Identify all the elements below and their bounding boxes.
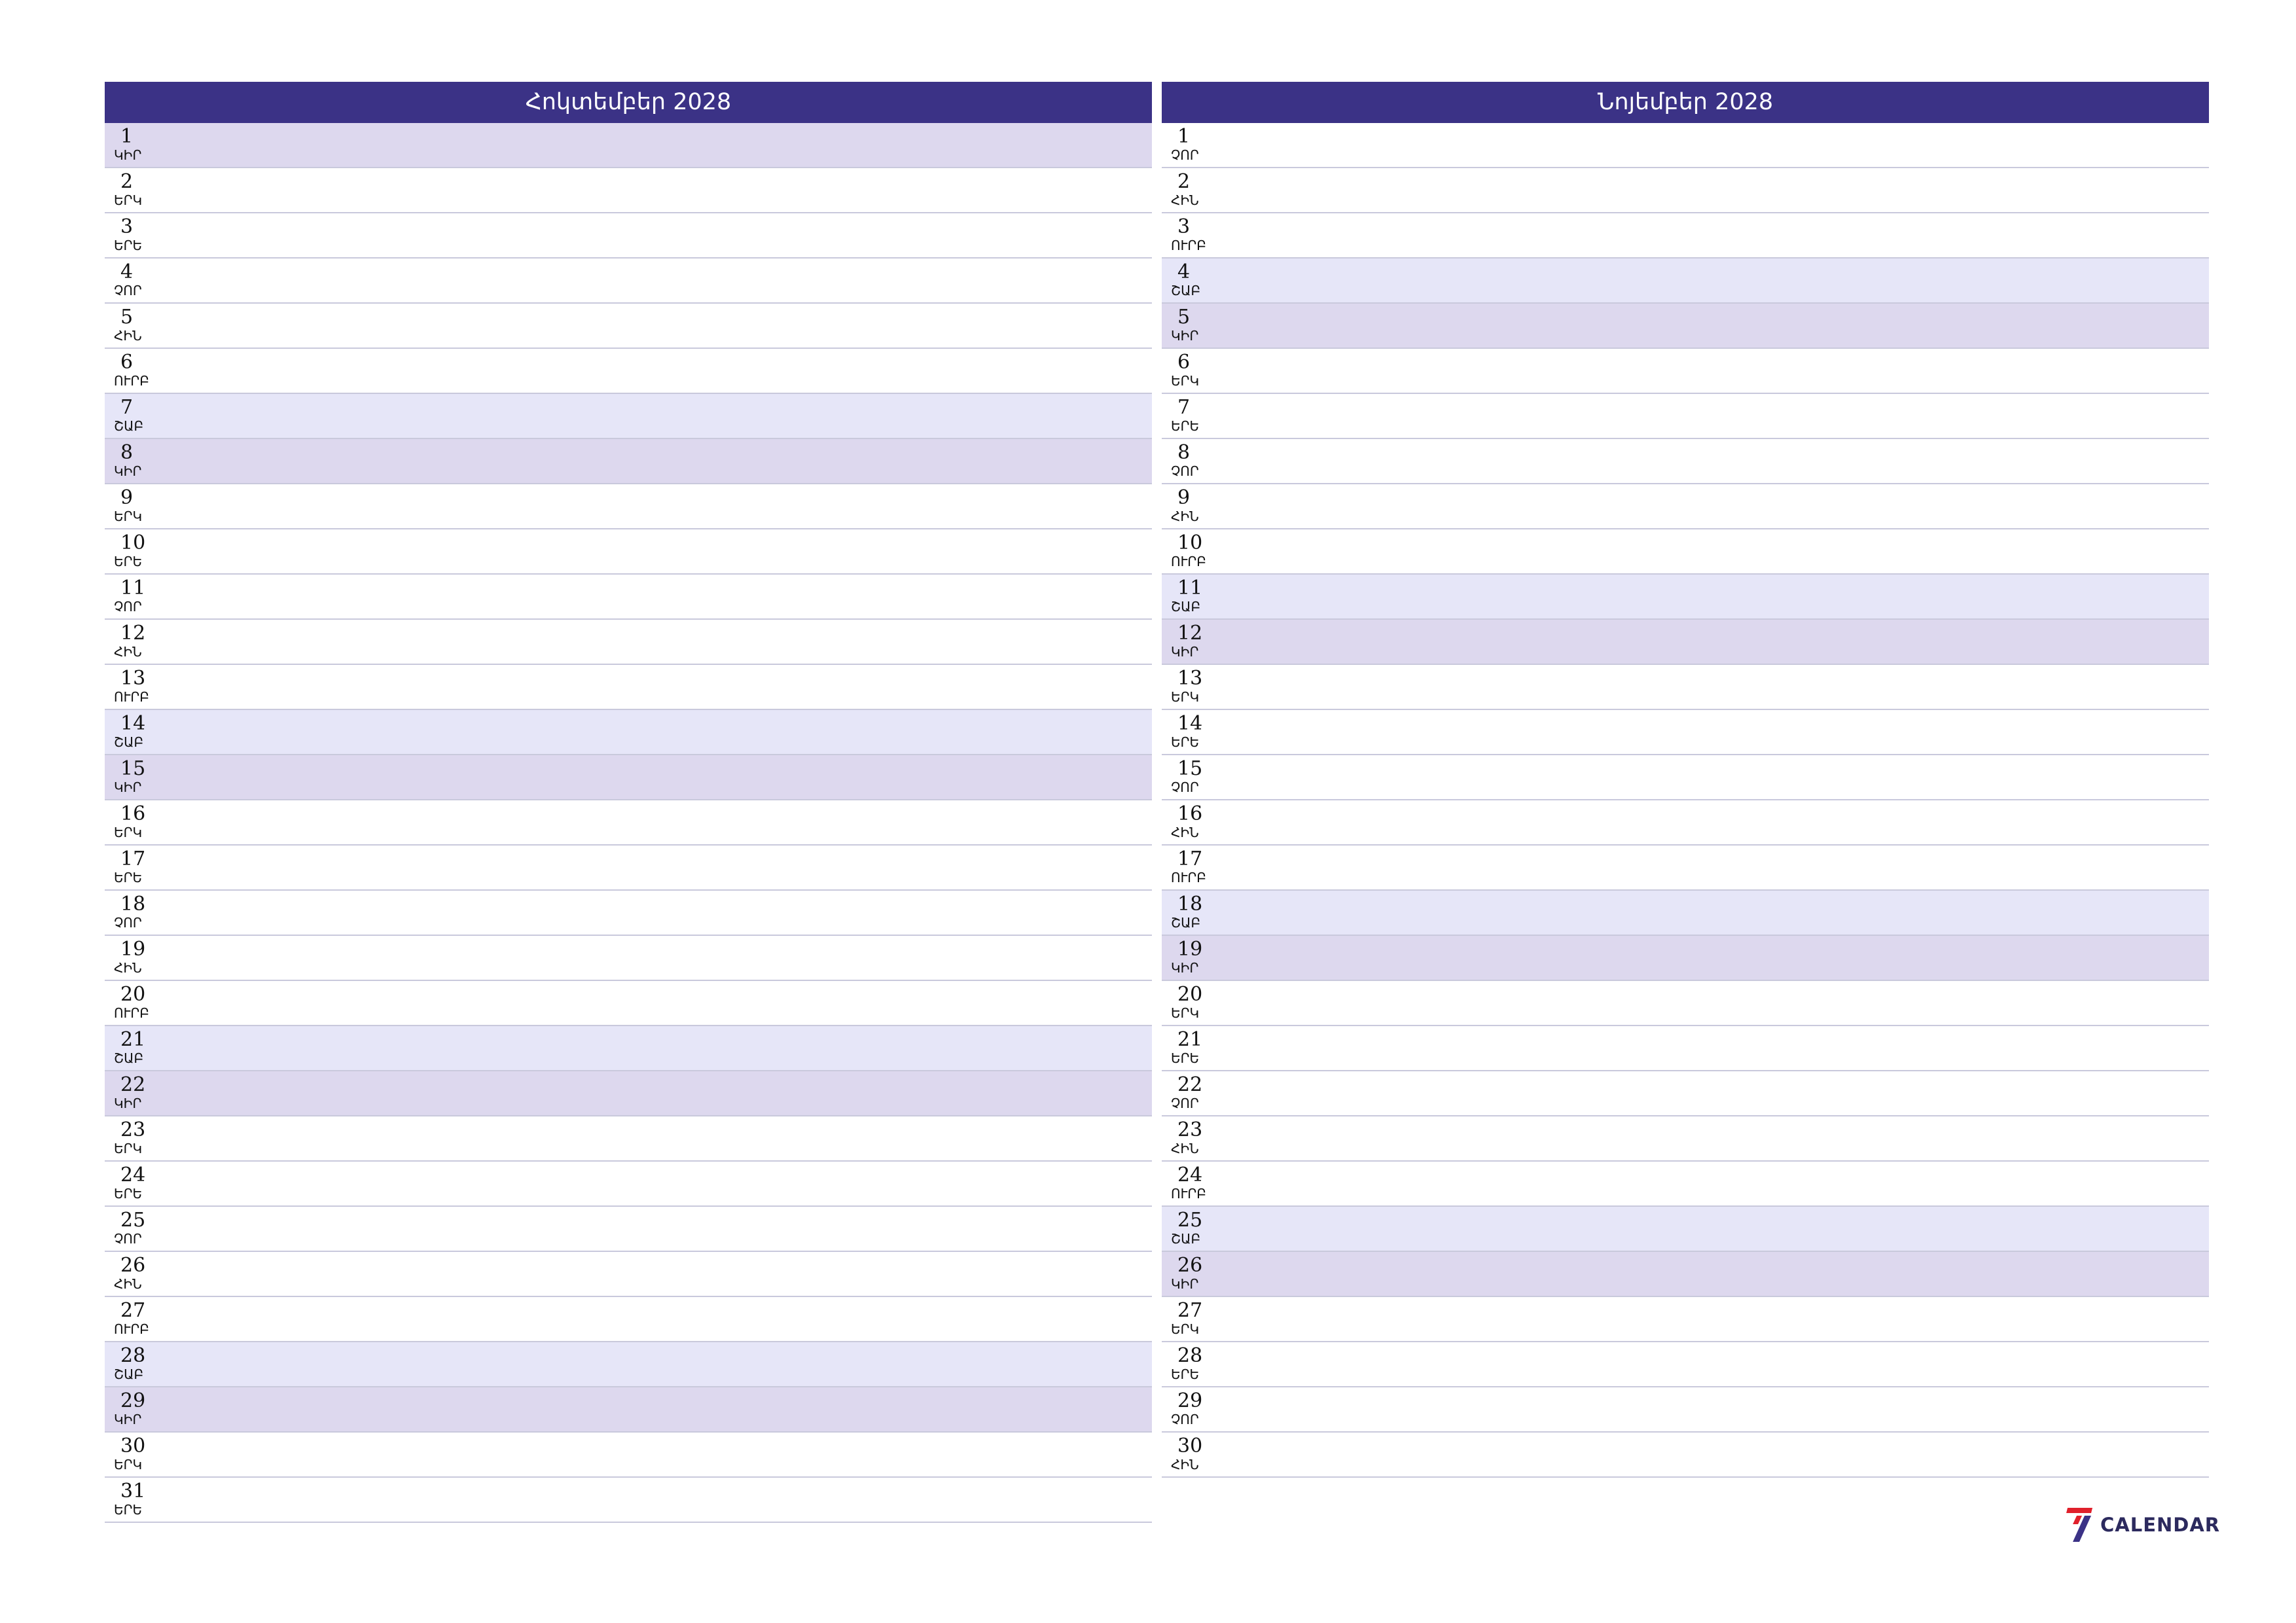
day-weekday: ՉՈՐ	[1171, 1412, 1199, 1427]
day-row	[1162, 846, 2209, 891]
day-number: 22	[120, 1073, 146, 1096]
day-number: 14	[1177, 712, 1203, 735]
day-weekday: ՉՈՐ	[1171, 463, 1199, 479]
day-number: 31	[120, 1480, 146, 1503]
day-number: 1	[1177, 125, 1191, 148]
day-number: 13	[1177, 667, 1203, 690]
day-number: 4	[120, 260, 134, 283]
day-row	[1162, 1071, 2209, 1116]
day-number: 11	[120, 577, 146, 599]
day-row	[1162, 710, 2209, 755]
day-row	[105, 1478, 1152, 1523]
day-row	[105, 891, 1152, 936]
day-weekday: ՈՒՐԲ	[114, 373, 149, 389]
day-weekday: ԵՐԵ	[1171, 1366, 1200, 1382]
day-row	[1162, 213, 2209, 259]
day-weekday: ՀԻՆ	[1171, 825, 1199, 840]
day-list	[1162, 123, 2209, 1478]
day-number: 26	[120, 1254, 146, 1277]
day-weekday: ԵՐԿ	[114, 508, 143, 524]
day-weekday: ՈՒՐԲ	[114, 1321, 149, 1337]
day-number: 6	[1177, 351, 1191, 374]
day-number: 16	[120, 802, 146, 825]
day-row	[1162, 484, 2209, 529]
day-number: 27	[1177, 1299, 1203, 1322]
day-number: 13	[120, 667, 146, 690]
day-row	[1162, 1026, 2209, 1071]
day-weekday: ԿԻՐ	[114, 147, 142, 163]
day-row	[105, 1071, 1152, 1116]
day-row	[1162, 981, 2209, 1026]
brand-logo	[2065, 1505, 2220, 1544]
day-weekday: ՇԱԲ	[114, 734, 144, 750]
day-row	[1162, 439, 2209, 484]
day-row	[105, 484, 1152, 529]
day-number: 21	[120, 1028, 146, 1051]
day-weekday: ԵՐԿ	[114, 1457, 143, 1472]
day-row	[1162, 1387, 2209, 1433]
day-number: 2	[1177, 170, 1191, 193]
day-number: 3	[1177, 215, 1191, 238]
day-number: 14	[120, 712, 146, 735]
day-weekday: ՇԱԲ	[114, 418, 144, 434]
day-row	[1162, 123, 2209, 168]
day-weekday: ԵՐԿ	[1171, 689, 1200, 705]
day-row	[105, 259, 1152, 304]
day-number: 24	[1177, 1164, 1203, 1186]
day-weekday: ԵՐԵ	[1171, 418, 1200, 434]
day-row	[105, 1342, 1152, 1387]
day-number: 29	[1177, 1389, 1203, 1412]
day-number: 15	[1177, 757, 1203, 780]
day-number: 25	[120, 1209, 146, 1232]
day-weekday: ՀԻՆ	[114, 1276, 142, 1292]
day-row	[105, 1116, 1152, 1162]
day-row	[105, 439, 1152, 484]
day-number: 8	[120, 441, 134, 464]
day-weekday: ՉՈՐ	[1171, 779, 1199, 795]
day-row	[1162, 259, 2209, 304]
day-row	[105, 1162, 1152, 1207]
day-weekday: ՉՈՐ	[114, 283, 142, 298]
day-weekday: ՀԻՆ	[1171, 192, 1199, 208]
day-row	[105, 575, 1152, 620]
day-number: 28	[120, 1344, 146, 1367]
day-weekday: ՈՒՐԲ	[1171, 1186, 1206, 1202]
day-number: 6	[120, 351, 134, 374]
day-row	[1162, 800, 2209, 846]
month-title: Հոկտեմբեր 2028	[105, 82, 1152, 123]
day-weekday: ԵՐԵ	[114, 554, 143, 569]
day-number: 17	[120, 847, 146, 870]
day-number: 15	[120, 757, 146, 780]
day-number: 7	[1177, 396, 1191, 419]
day-row	[105, 1433, 1152, 1478]
day-number: 24	[120, 1164, 146, 1186]
day-weekday: ՀԻՆ	[1171, 1457, 1199, 1472]
day-row	[1162, 529, 2209, 575]
day-row	[105, 846, 1152, 891]
day-row	[1162, 1297, 2209, 1342]
day-number: 8	[1177, 441, 1191, 464]
day-weekday: ՈՒՐԲ	[1171, 554, 1206, 569]
day-number: 20	[1177, 983, 1203, 1006]
day-row	[1162, 891, 2209, 936]
day-weekday: ՇԱԲ	[114, 1050, 144, 1066]
day-number: 25	[1177, 1209, 1203, 1232]
day-weekday: ԿԻՐ	[1171, 960, 1199, 976]
day-weekday: ԵՐԵ	[114, 870, 143, 885]
day-row	[1162, 394, 2209, 439]
day-row	[1162, 349, 2209, 394]
day-number: 29	[120, 1389, 146, 1412]
day-number: 4	[1177, 260, 1191, 283]
day-number: 23	[120, 1118, 146, 1141]
day-weekday: ՇԱԲ	[1171, 283, 1201, 298]
day-weekday: ԿԻՐ	[1171, 644, 1199, 660]
day-weekday: ԵՐԿ	[114, 1141, 143, 1156]
day-weekday: ԵՐԵ	[1171, 1050, 1200, 1066]
day-weekday: ՉՈՐ	[1171, 147, 1199, 163]
day-weekday: ԵՐԿ	[1171, 1005, 1200, 1021]
day-weekday: ԵՐԵ	[114, 238, 143, 253]
day-row	[105, 304, 1152, 349]
day-weekday: ՈՒՐԲ	[1171, 870, 1206, 885]
day-row	[1162, 575, 2209, 620]
day-number: 27	[120, 1299, 146, 1322]
day-number: 2	[120, 170, 134, 193]
day-row	[1162, 620, 2209, 665]
day-weekday: ԵՐԿ	[1171, 1321, 1200, 1337]
day-weekday: ՉՈՐ	[1171, 1096, 1199, 1111]
day-weekday: ԵՐԵ	[114, 1502, 143, 1518]
day-number: 9	[1177, 486, 1191, 509]
day-number: 22	[1177, 1073, 1203, 1096]
day-row	[105, 213, 1152, 259]
day-row	[105, 1207, 1152, 1252]
day-weekday: ՀԻՆ	[114, 644, 142, 660]
day-number: 21	[1177, 1028, 1203, 1051]
day-weekday: ՉՈՐ	[114, 915, 142, 931]
day-weekday: ԵՐԵ	[1171, 734, 1200, 750]
day-row	[105, 665, 1152, 710]
day-weekday: ՈՒՐԲ	[114, 689, 149, 705]
day-weekday: ՇԱԲ	[114, 1366, 144, 1382]
day-number: 12	[1177, 622, 1203, 645]
day-row	[105, 936, 1152, 981]
day-row	[105, 981, 1152, 1026]
day-weekday: ՇԱԲ	[1171, 599, 1201, 615]
month-november	[1162, 82, 2209, 1478]
day-weekday: ՀԻՆ	[1171, 508, 1199, 524]
day-row	[1162, 1162, 2209, 1207]
day-number: 10	[1177, 531, 1203, 554]
day-number: 19	[120, 938, 146, 961]
day-row	[1162, 936, 2209, 981]
day-row	[1162, 168, 2209, 213]
month-october	[105, 82, 1152, 1523]
day-weekday: ՇԱԲ	[1171, 1231, 1201, 1247]
day-row	[105, 620, 1152, 665]
day-number: 5	[1177, 306, 1191, 329]
day-row	[105, 1387, 1152, 1433]
day-list	[105, 123, 1152, 1523]
day-row	[105, 1297, 1152, 1342]
day-weekday: ԿԻՐ	[1171, 328, 1199, 344]
day-row	[1162, 1433, 2209, 1478]
day-number: 16	[1177, 802, 1203, 825]
day-row	[105, 1252, 1152, 1297]
day-weekday: ՈՒՐԲ	[1171, 238, 1206, 253]
day-number: 5	[120, 306, 134, 329]
day-row	[105, 755, 1152, 800]
day-number: 18	[1177, 893, 1203, 916]
day-weekday: ՀԻՆ	[114, 328, 142, 344]
day-weekday: ԿԻՐ	[114, 463, 142, 479]
day-weekday: ԿԻՐ	[114, 1096, 142, 1111]
day-row	[105, 1026, 1152, 1071]
day-row	[1162, 1252, 2209, 1297]
day-weekday: ԵՐԿ	[114, 825, 143, 840]
day-weekday: ՉՈՐ	[114, 1231, 142, 1247]
day-row	[1162, 1342, 2209, 1387]
day-number: 30	[1177, 1435, 1203, 1457]
day-number: 20	[120, 983, 146, 1006]
day-weekday: ՀԻՆ	[114, 960, 142, 976]
day-number: 10	[120, 531, 146, 554]
day-weekday: ԿԻՐ	[114, 779, 142, 795]
day-weekday: ԿԻՐ	[114, 1412, 142, 1427]
day-number: 3	[120, 215, 134, 238]
day-number: 23	[1177, 1118, 1203, 1141]
day-weekday: ՇԱԲ	[1171, 915, 1201, 931]
day-row	[105, 349, 1152, 394]
day-number: 9	[120, 486, 134, 509]
day-number: 26	[1177, 1254, 1203, 1277]
day-number: 30	[120, 1435, 146, 1457]
day-row	[1162, 1116, 2209, 1162]
day-row	[105, 168, 1152, 213]
day-number: 18	[120, 893, 146, 916]
day-number: 1	[120, 125, 134, 148]
seven-logo-icon	[2065, 1507, 2094, 1543]
day-number: 28	[1177, 1344, 1203, 1367]
day-row	[105, 710, 1152, 755]
day-row	[105, 123, 1152, 168]
day-weekday: ՉՈՐ	[114, 599, 142, 615]
day-row	[1162, 1207, 2209, 1252]
day-number: 19	[1177, 938, 1203, 961]
day-row	[1162, 304, 2209, 349]
day-weekday: ԵՐԿ	[114, 192, 143, 208]
day-number: 12	[120, 622, 146, 645]
day-weekday: ԿԻՐ	[1171, 1276, 1199, 1292]
month-title: Նոյեմբեր 2028	[1162, 82, 2209, 123]
brand-text: CALENDAR	[2100, 1514, 2221, 1536]
day-weekday: ՈՒՐԲ	[114, 1005, 149, 1021]
day-row	[105, 394, 1152, 439]
day-number: 11	[1177, 577, 1203, 599]
day-row	[1162, 755, 2209, 800]
day-weekday: ՀԻՆ	[1171, 1141, 1199, 1156]
day-row	[1162, 665, 2209, 710]
day-weekday: ԵՐԿ	[1171, 373, 1200, 389]
day-row	[105, 800, 1152, 846]
day-number: 7	[120, 396, 134, 419]
day-row	[105, 529, 1152, 575]
day-weekday: ԵՐԵ	[114, 1186, 143, 1202]
day-number: 17	[1177, 847, 1203, 870]
